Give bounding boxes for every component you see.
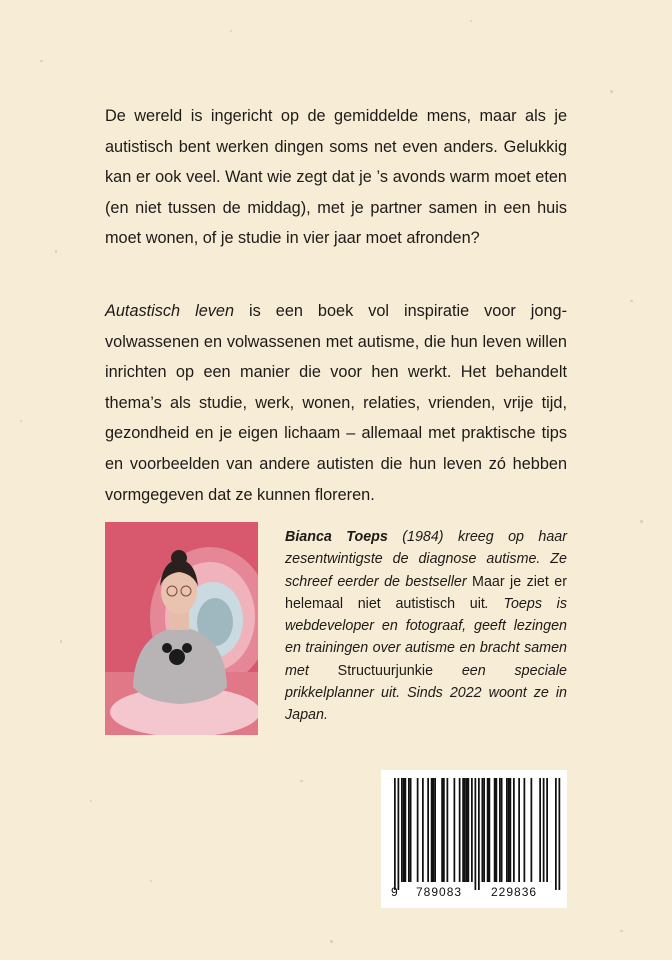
barcode-bar (447, 778, 449, 882)
barcode-bar (508, 778, 510, 882)
barcode-bar (466, 778, 468, 882)
author-bio-text: . Toeps is webdeveloper en fotograaf, geeft lezingen en trainingen over autisme en bracht samen met (285, 595, 567, 679)
blurb-paragraph-1: De wereld is ingericht op de gemiddelde mens, maar als je autistisch bent werken dingen soms net even anders. Gelukkig kan er ook veel. Want wie zegt dat je ’s avonds warm moet eten (en niet tussen de middag), met je partner samen in een huis moet wonen, of je studie in vier jaar moet afronden? (105, 107, 567, 248)
barcode-bar (483, 778, 485, 882)
barcode-bar (559, 778, 561, 890)
barcode-bar (462, 778, 464, 882)
barcode-bar (499, 778, 501, 882)
barcode-bar (405, 778, 407, 882)
barcode-bar (401, 778, 403, 882)
barcode-bar (496, 778, 498, 882)
isbn-barcode (381, 770, 567, 908)
barcode-bar (510, 778, 512, 882)
barcode-bar (417, 778, 419, 882)
author-bio-text: een speciale prikkelplanner uit. Sinds 2022 woont ze in Japan. (285, 662, 567, 724)
barcode-bar (494, 778, 496, 882)
barcode-bar (454, 778, 456, 882)
barcode-bar (459, 778, 461, 882)
author-photo (105, 522, 258, 735)
barcode-left-digits: 789083 (416, 885, 463, 899)
barcode-bar (539, 778, 541, 882)
barcode-right-digits: 229836 (491, 885, 538, 899)
blurb-paragraph-2 (105, 296, 567, 510)
author-name: Bianca Toeps (285, 529, 388, 545)
barcode-bar (555, 778, 557, 890)
barcode-bar (398, 778, 400, 890)
barcode-bar (408, 778, 410, 882)
barcode-bar (482, 778, 484, 882)
barcode-bar (513, 778, 515, 882)
barcode-bar (501, 778, 503, 882)
barcode-bar (443, 778, 445, 882)
barcode-bar (394, 778, 396, 890)
barcode-bar (410, 778, 412, 882)
author-bio-text: (1984) kreeg op haar zesentwintigste de diagnose autisme. Ze schreef eerder de bestseller (285, 529, 567, 590)
barcode-bar (403, 778, 405, 882)
barcode-bar (524, 778, 526, 882)
barcode-bar (431, 778, 433, 882)
barcode-bars (381, 770, 567, 908)
blurb-paragraph-2-body: is een boek vol inspiratie voor jong-volwassenen en volwassenen met autisme, die hun leven willen inrichten op een manier die voor hen werkt. Het behandelt thema’s als studie, werk, wonen, relaties, vrienden, vrije tijd, gezondheid en je eigen lichaam – allemaal met praktische tips en voorbeelden van andere autisten die hun leven zó hebben vormgegeven dat ze kunnen floreren. (105, 302, 567, 504)
author-bio (285, 526, 567, 727)
barcode-bar (543, 778, 545, 882)
barcode-bar (475, 778, 477, 890)
barcode-bar (478, 778, 480, 890)
barcode-bar (487, 778, 489, 882)
barcode-bar (433, 778, 435, 882)
barcode-bar (546, 778, 548, 882)
barcode-bar (518, 778, 520, 882)
barcode-first-digit: 9 (391, 885, 398, 899)
partner-name: Structuurjunkie (337, 662, 434, 679)
barcode-bar (422, 778, 424, 882)
barcode-bar (441, 778, 443, 882)
barcode-bar (489, 778, 491, 882)
previous-book-title: Maar je ziet er helemaal niet autistisch uit (285, 573, 567, 612)
barcode-bar (468, 778, 470, 882)
barcode-bar (464, 778, 466, 882)
barcode-bar (506, 778, 508, 882)
barcode-bar (427, 778, 429, 882)
barcode-bar (434, 778, 436, 882)
barcode-bar (531, 778, 533, 882)
barcode-bar (471, 778, 473, 882)
book-title: Autastisch leven (105, 302, 235, 320)
